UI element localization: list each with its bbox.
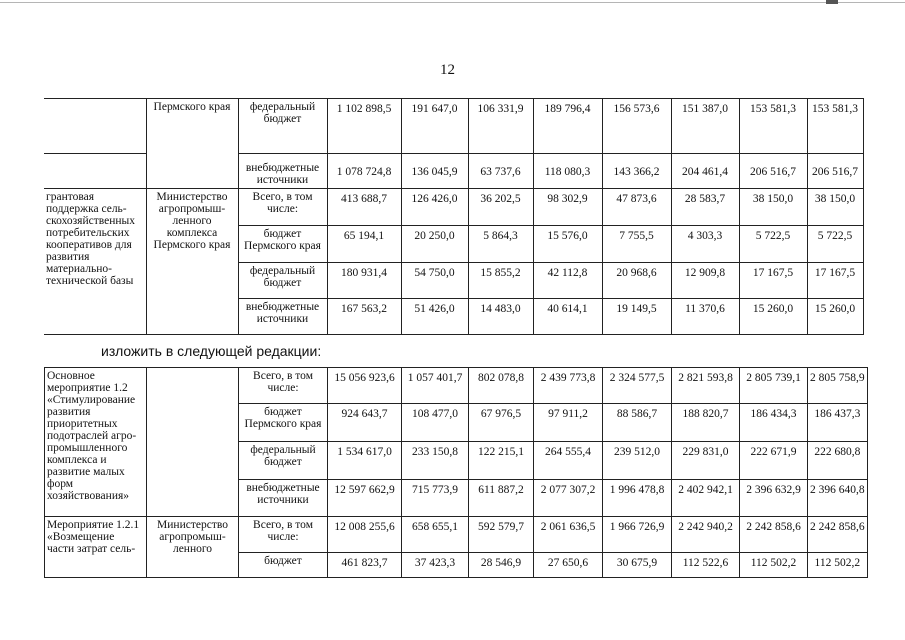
value-cell: 4 303,3 [671,226,739,263]
value-cell: 461 823,7 [328,553,402,578]
value-cell: 229 831,0 [672,442,740,480]
value-cell: 98 302,9 [533,189,602,226]
value-cell: 15 056 923,6 [328,368,402,404]
value-cell: 186 434,3 [740,404,808,442]
value-cell: 167 563,2 [327,299,401,335]
value-cell: 40 614,1 [533,299,602,335]
value-cell: 189 796,4 [533,99,602,154]
value-cell: 15 855,2 [468,263,533,299]
value-cell: 715 773,9 [402,480,469,517]
source-cell: Всего, в том числе: [238,189,327,226]
value-cell: 1 102 898,5 [327,99,401,154]
value-cell: 153 581,3 [807,99,863,154]
executor-cell: Пермского края [146,99,238,189]
value-cell: 122 215,1 [469,442,534,480]
value-cell: 15 576,0 [533,226,602,263]
value-cell: 2 396 632,9 [740,480,808,517]
value-cell: 7 755,5 [602,226,671,263]
value-cell: 88 586,7 [603,404,672,442]
value-cell: 264 555,4 [534,442,603,480]
page-number: 12 [440,62,455,78]
value-cell: 924 643,7 [328,404,402,442]
value-cell: 239 512,0 [603,442,672,480]
value-cell: 2 805 758,9 [808,368,868,404]
value-cell: 14 483,0 [468,299,533,335]
value-cell: 38 150,0 [807,189,863,226]
value-cell: 5 864,3 [468,226,533,263]
value-cell: 2 242 858,6 [740,517,808,553]
source-cell: бюджет Пермского края [239,404,328,442]
value-cell: 17 167,5 [807,263,863,299]
value-cell: 151 387,0 [671,99,739,154]
value-cell: 5 722,5 [807,226,863,263]
value-cell: 153 581,3 [739,99,807,154]
value-cell: 180 931,4 [327,263,401,299]
executor-cell: Министерство агропромыш-ленного [147,517,239,578]
value-cell: 67 976,5 [469,404,534,442]
value-cell: 2 805 739,1 [740,368,808,404]
value-cell: 1 996 478,8 [603,480,672,517]
value-cell: 206 516,7 [739,154,807,189]
source-cell: внебюджетные источники [238,299,327,335]
value-cell: 2 061 636,5 [534,517,603,553]
source-cell: бюджет Пермского края [238,226,327,263]
value-cell: 5 722,5 [739,226,807,263]
value-cell: 118 080,3 [533,154,602,189]
value-cell: 611 887,2 [469,480,534,517]
value-cell: 143 366,2 [602,154,671,189]
value-cell: 54 750,0 [401,263,468,299]
value-cell: 36 202,5 [468,189,533,226]
table-row [45,517,868,553]
value-cell: 28 546,9 [469,553,534,578]
value-cell: 592 579,7 [469,517,534,553]
source-cell: федеральный бюджет [238,263,327,299]
value-cell: 97 911,2 [534,404,603,442]
activity-cell [44,154,146,189]
value-cell: 206 516,7 [807,154,863,189]
value-cell: 38 150,0 [739,189,807,226]
value-cell: 108 477,0 [402,404,469,442]
value-cell: 51 426,0 [401,299,468,335]
value-cell: 2 396 640,8 [808,480,868,517]
value-cell: 222 680,8 [808,442,868,480]
scan-mark [826,0,838,4]
value-cell: 1 078 724,8 [327,154,401,189]
table-row [45,368,868,404]
value-cell: 27 650,6 [534,553,603,578]
value-cell: 65 194,1 [327,226,401,263]
scan-top-rule [0,2,905,3]
value-cell: 186 437,3 [808,404,868,442]
value-cell: 136 045,9 [401,154,468,189]
source-cell: внебюджетные источники [239,480,328,517]
activity-cell [44,99,146,154]
source-cell: бюджет [239,553,328,578]
value-cell: 658 655,1 [402,517,469,553]
value-cell: 47 873,6 [602,189,671,226]
budget-table-bottom [44,367,868,578]
value-cell: 2 821 593,8 [672,368,740,404]
activity-cell: Мероприятие 1.2.1 «Возмещение части затрат сель- [45,517,147,578]
value-cell: 37 423,3 [402,553,469,578]
value-cell: 63 737,6 [468,154,533,189]
source-cell: внебюджетные источники [238,154,327,189]
source-cell: Всего, в том числе: [239,517,328,553]
value-cell: 204 461,4 [671,154,739,189]
value-cell: 156 573,6 [602,99,671,154]
value-cell: 112 522,6 [672,553,740,578]
value-cell: 2 077 307,2 [534,480,603,517]
value-cell: 2 324 577,5 [603,368,672,404]
value-cell: 2 439 773,8 [534,368,603,404]
value-cell: 12 909,8 [671,263,739,299]
value-cell: 106 331,9 [468,99,533,154]
value-cell: 1 966 726,9 [603,517,672,553]
value-cell: 30 675,9 [603,553,672,578]
executor-cell [147,368,239,517]
value-cell: 20 250,0 [401,226,468,263]
value-cell: 12 597 662,9 [328,480,402,517]
value-cell: 20 968,6 [602,263,671,299]
executor-cell: Министерство агропромыш-ленного комплекса Пермского края [146,189,238,335]
value-cell: 112 502,2 [808,553,868,578]
budget-table-top [44,98,864,335]
value-cell: 1 057 401,7 [402,368,469,404]
value-cell: 15 260,0 [807,299,863,335]
source-cell: федеральный бюджет [238,99,327,154]
value-cell: 126 426,0 [401,189,468,226]
table-row [44,189,863,226]
value-cell: 112 502,2 [740,553,808,578]
value-cell: 12 008 255,6 [328,517,402,553]
amendment-phrase: изложить в следующей редакции: [101,343,322,359]
value-cell: 11 370,6 [671,299,739,335]
value-cell: 2 242 940,2 [672,517,740,553]
value-cell: 233 150,8 [402,442,469,480]
value-cell: 28 583,7 [671,189,739,226]
source-cell: Всего, в том числе: [239,368,328,404]
value-cell: 17 167,5 [739,263,807,299]
value-cell: 42 112,8 [533,263,602,299]
value-cell: 2 242 858,6 [808,517,868,553]
activity-cell: грантовая поддержка сель-скохозяйственных потребительских кооперативов для развития материально-технической базы [44,189,146,335]
value-cell: 15 260,0 [739,299,807,335]
value-cell: 1 534 617,0 [328,442,402,480]
value-cell: 802 078,8 [469,368,534,404]
source-cell: федеральный бюджет [239,442,328,480]
value-cell: 413 688,7 [327,189,401,226]
activity-cell: Основное мероприятие 1.2 «Стимулирование развития приоритетных подотраслей агро-промышленного комплекса и развитие малых форм хозяйствования» [45,368,147,517]
value-cell: 2 402 942,1 [672,480,740,517]
value-cell: 222 671,9 [740,442,808,480]
value-cell: 188 820,7 [672,404,740,442]
value-cell: 191 647,0 [401,99,468,154]
value-cell: 19 149,5 [602,299,671,335]
table-row [44,99,863,154]
